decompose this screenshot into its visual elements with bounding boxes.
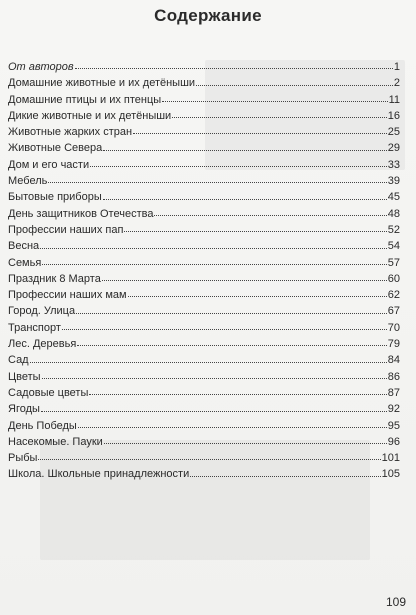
toc-entry-page: 95 xyxy=(387,419,400,432)
toc-entry-label: Праздник 8 Марта xyxy=(8,272,101,285)
toc-entry xyxy=(8,124,400,140)
toc-entry-label: Профессии наших пап xyxy=(8,223,124,236)
toc-entry-label: Цветы xyxy=(8,370,41,383)
dot-leader xyxy=(104,442,387,444)
toc-entry-label: Дикие животные и их детёныши xyxy=(8,109,172,122)
toc-entry-label: Город. Улица xyxy=(8,305,76,318)
toc-entry xyxy=(8,75,400,91)
toc-entry-label: Лес. Деревья xyxy=(8,338,77,351)
toc-entry xyxy=(8,157,400,173)
toc-entry-label: От авторов xyxy=(8,61,74,73)
dot-leader xyxy=(172,116,387,118)
dot-leader xyxy=(162,100,387,102)
dot-leader xyxy=(124,230,386,232)
toc-entry xyxy=(8,238,400,254)
toc-entry xyxy=(8,434,400,450)
toc-entry xyxy=(8,466,400,482)
toc-entry-label: День защитников Отечества xyxy=(8,207,154,220)
toc-entry-label: Весна xyxy=(8,240,40,253)
toc-entry-page: 60 xyxy=(387,272,400,285)
toc-entry xyxy=(8,303,400,319)
toc-entry-page: 11 xyxy=(388,93,400,106)
toc-entry-label: Домашние птицы и их птенцы xyxy=(8,93,162,106)
toc-entry-label: Животные Севера xyxy=(8,142,103,155)
dot-leader xyxy=(38,458,380,460)
page-number: 109 xyxy=(385,595,406,609)
toc-entry-label: Транспорт xyxy=(8,321,61,334)
toc-entry-page: 52 xyxy=(387,223,400,236)
dot-leader xyxy=(103,198,387,200)
toc-entry xyxy=(8,418,400,434)
toc-entry xyxy=(8,59,400,75)
toc-entry xyxy=(8,369,400,385)
toc-entry-label: Насекомые. Пауки xyxy=(8,435,103,448)
dot-leader xyxy=(196,84,393,86)
dot-leader xyxy=(190,475,380,477)
toc-entry-label: Садовые цветы xyxy=(8,386,89,399)
toc-entry xyxy=(8,92,400,108)
toc-entry xyxy=(8,108,400,124)
toc-entry xyxy=(8,450,400,466)
toc-entry xyxy=(8,173,400,189)
dot-leader xyxy=(133,132,387,134)
toc-entry-page: 45 xyxy=(387,191,400,204)
table-of-contents xyxy=(8,59,400,483)
toc-entry-label: Мебель xyxy=(8,175,48,188)
toc-entry xyxy=(8,320,400,336)
dot-leader xyxy=(76,312,387,314)
toc-entry xyxy=(8,222,400,238)
toc-entry-page: 2 xyxy=(393,77,400,90)
toc-entry-label: Бытовые приборы xyxy=(8,191,102,204)
dot-leader xyxy=(75,67,393,69)
dot-leader xyxy=(90,165,387,167)
dot-leader xyxy=(42,377,387,379)
dot-leader xyxy=(89,393,386,395)
toc-entry-page: 33 xyxy=(387,158,400,171)
dot-leader xyxy=(62,328,387,330)
toc-entry-page: 54 xyxy=(387,240,400,253)
dot-leader xyxy=(77,344,386,346)
toc-entry-page: 86 xyxy=(387,370,400,383)
dot-leader xyxy=(102,279,387,281)
dot-leader xyxy=(30,361,387,363)
toc-entry-page: 67 xyxy=(387,305,400,318)
toc-entry xyxy=(8,352,400,368)
toc-entry xyxy=(8,401,400,417)
toc-entry-page: 92 xyxy=(387,403,400,416)
dot-leader xyxy=(48,181,386,183)
toc-entry-page: 105 xyxy=(381,468,400,481)
toc-entry-page: 48 xyxy=(387,207,400,220)
toc-entry-page: 25 xyxy=(387,126,400,139)
toc-entry xyxy=(8,206,400,222)
toc-entry xyxy=(8,287,400,303)
toc-entry-label: Домашние животные и их детёныши xyxy=(8,77,196,90)
toc-entry-page: 39 xyxy=(387,175,400,188)
toc-entry-label: День Победы xyxy=(8,419,77,432)
page-title: Содержание xyxy=(154,6,262,25)
dot-leader xyxy=(40,247,387,249)
toc-entry-page: 29 xyxy=(387,142,400,155)
toc-entry-label: Животные жарких стран xyxy=(8,126,133,139)
toc-entry-label: Профессии наших мам xyxy=(8,289,127,302)
toc-entry xyxy=(8,255,400,271)
toc-entry-label: Рыбы xyxy=(8,452,38,465)
toc-entry xyxy=(8,336,400,352)
toc-entry-label: Ягоды xyxy=(8,403,40,416)
dot-leader xyxy=(78,426,387,428)
toc-entry-label: Дом и его части xyxy=(8,158,90,171)
toc-entry-label: Семья xyxy=(8,256,42,269)
toc-entry-page: 79 xyxy=(387,338,400,351)
toc-entry-page: 16 xyxy=(387,109,400,122)
toc-entry-page: 57 xyxy=(387,256,400,269)
toc-entry-page: 96 xyxy=(387,435,400,448)
dot-leader xyxy=(103,149,387,151)
toc-entry-page: 87 xyxy=(387,386,400,399)
toc-entry xyxy=(8,189,400,205)
dot-leader xyxy=(41,410,387,412)
toc-entry-page: 101 xyxy=(381,452,400,465)
dot-leader xyxy=(42,263,386,265)
toc-entry xyxy=(8,385,400,401)
toc-entry xyxy=(8,271,400,287)
dot-leader xyxy=(128,295,387,297)
toc-entry xyxy=(8,140,400,156)
toc-entry-page: 84 xyxy=(387,354,400,367)
toc-entry-label: Школа. Школьные принадлежности xyxy=(8,468,190,481)
toc-entry-label: Сад xyxy=(8,354,29,367)
toc-entry-page: 1 xyxy=(393,61,400,73)
dot-leader xyxy=(154,214,386,216)
toc-entry-page: 70 xyxy=(387,321,400,334)
toc-entry-page: 62 xyxy=(387,289,400,302)
